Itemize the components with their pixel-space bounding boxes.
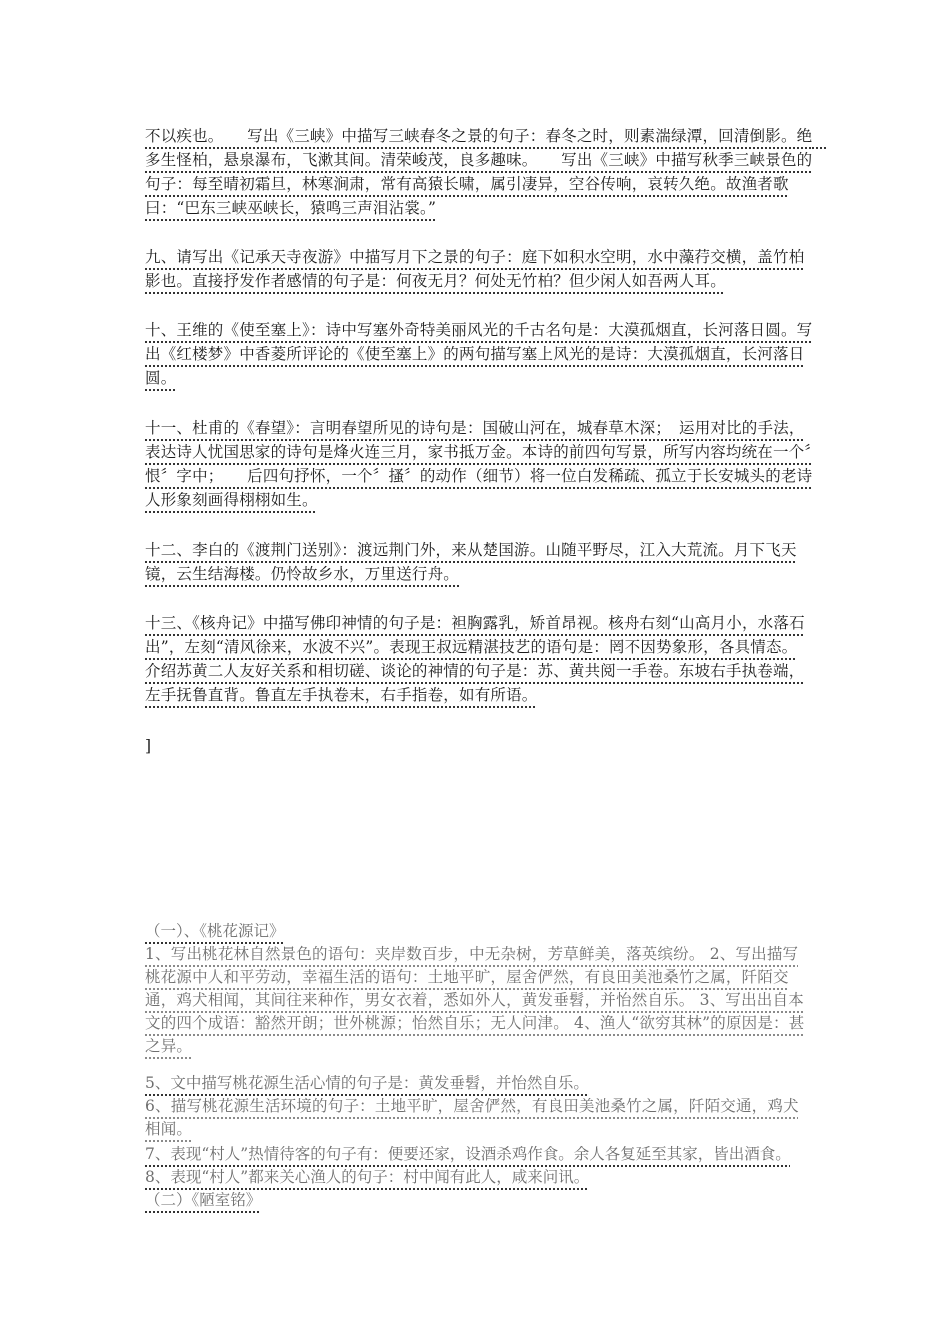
item-seven: 7、表现“村人”热情待客的句子有：便要还家，设酒杀鸡作食。余人各复延至其家，皆出酒食。 — [145, 1145, 791, 1163]
paragraph-nine: 九、请写出《记承天寺夜游》中描写月下之景的句子：庭下如积水空明，水中藻荇交横，盖竹柏影也。直接抒发作者感情的句子是：何夜无月？何处无竹柏？但少闲人如吾两人耳。 — [145, 248, 805, 290]
item-eight: 8、表现“村人”都来关心渔人的句子：村中闻有此人，咸来问讯。 — [145, 1168, 590, 1186]
heading-humble-room: （二）《陋室铭》 — [145, 1191, 262, 1209]
paragraph-twelve: 十二、李白的《渡荆门送别》：渡远荆门外，来从楚国游。山随平野尽，江入大荒流。月下飞天镜，云生结海楼。仍怜故乡水，万里送行舟。 — [145, 541, 797, 583]
item-five: 5、文中描写桃花源生活心情的句子是：黄发垂髫，并怡然自乐。 — [145, 1074, 589, 1092]
paragraph-thirteen: 十三、《核舟记》中描写佛印神情的句子是：袒胸露乳，矫首昂视。核舟右刻“山高月小，水落石出”，左刻“清风徐来，水波不兴”。表现王叔远精湛技艺的语句是：罔不因势象形，各具情态。介绍苏黄二人友好关系和相切磋、谈论的神情的句子是：苏、黄共阅一手卷。东坡右手执卷端，左手抚鲁直背。鲁直左手执卷末，右手指卷，如有所语。 — [145, 614, 805, 704]
paragraph-eleven: 十一、杜甫的《春望》：言明春望所见的诗句是：国破山河在，城春草木深； 运用对比的手法，表达诗人忧国思家的诗句是烽火连三月，家书抵万金。本诗的前四句写景，所写内容均统在一个〞恨〞字中； 后四句抒怀，一个〞搔〞的动作（细节）将一位白发稀疏、孤立于长安城头的老诗人形象刻画得栩栩如生。 — [145, 419, 813, 509]
paragraph-peach-items-1-4: 1、写出桃花林自然景色的语句：夹岸数百步，中无杂树，芳草鲜美，落英缤纷。 2、写出描写桃花源中人和平劳动，幸福生活的语句：土地平旷，屋舍俨然，有良田美池桑竹之属，阡陌交通，鸡犬相闻，其间往来种作，男女衣着，悉如外人，黄发垂髫，并怡然自乐。 3、写出出自本文的四个成语：豁然开朗；世外桃源；怡然自乐；无人问津。 4、渔人“欲穷其林”的原因是：甚之异。 — [145, 945, 805, 1055]
paragraph-ten: 十、王维的《使至塞上》：诗中写塞外奇特美丽风光的千古名句是：大漠孤烟直，长河落日圆。写出《红楼梦》中香菱所评论的《使至塞上》的两句描写塞上风光的是诗：大漠孤烟直，长河落日圆。 — [145, 321, 813, 387]
closing-bracket: ] — [145, 737, 152, 755]
item-six: 6、描写桃花源生活环境的句子：土地平旷，屋舍俨然，有良田美池桑竹之属，阡陌交通，鸡犬相闻。 — [145, 1097, 799, 1138]
heading-peach-blossom-spring: （一）、《桃花源记》 — [145, 922, 285, 940]
paragraph-three-gorges: 不以疾也。 写出《三峡》中描写三峡春冬之景的句子：春冬之时，则素湍绿潭，回清倒影。绝 多生怪柏，悬泉瀑布，飞漱其间。清荣峻茂，良多趣味。 写出《三峡》中描写秋季三峡景色的句子：每至晴初霜旦，林寒涧肃，常有高猿长啸，属引凄异，空谷传响，哀转久绝。故渔者歌曰：“巴东三峡巫峡长，猿鸣三声泪沾裳。” — [145, 127, 829, 217]
